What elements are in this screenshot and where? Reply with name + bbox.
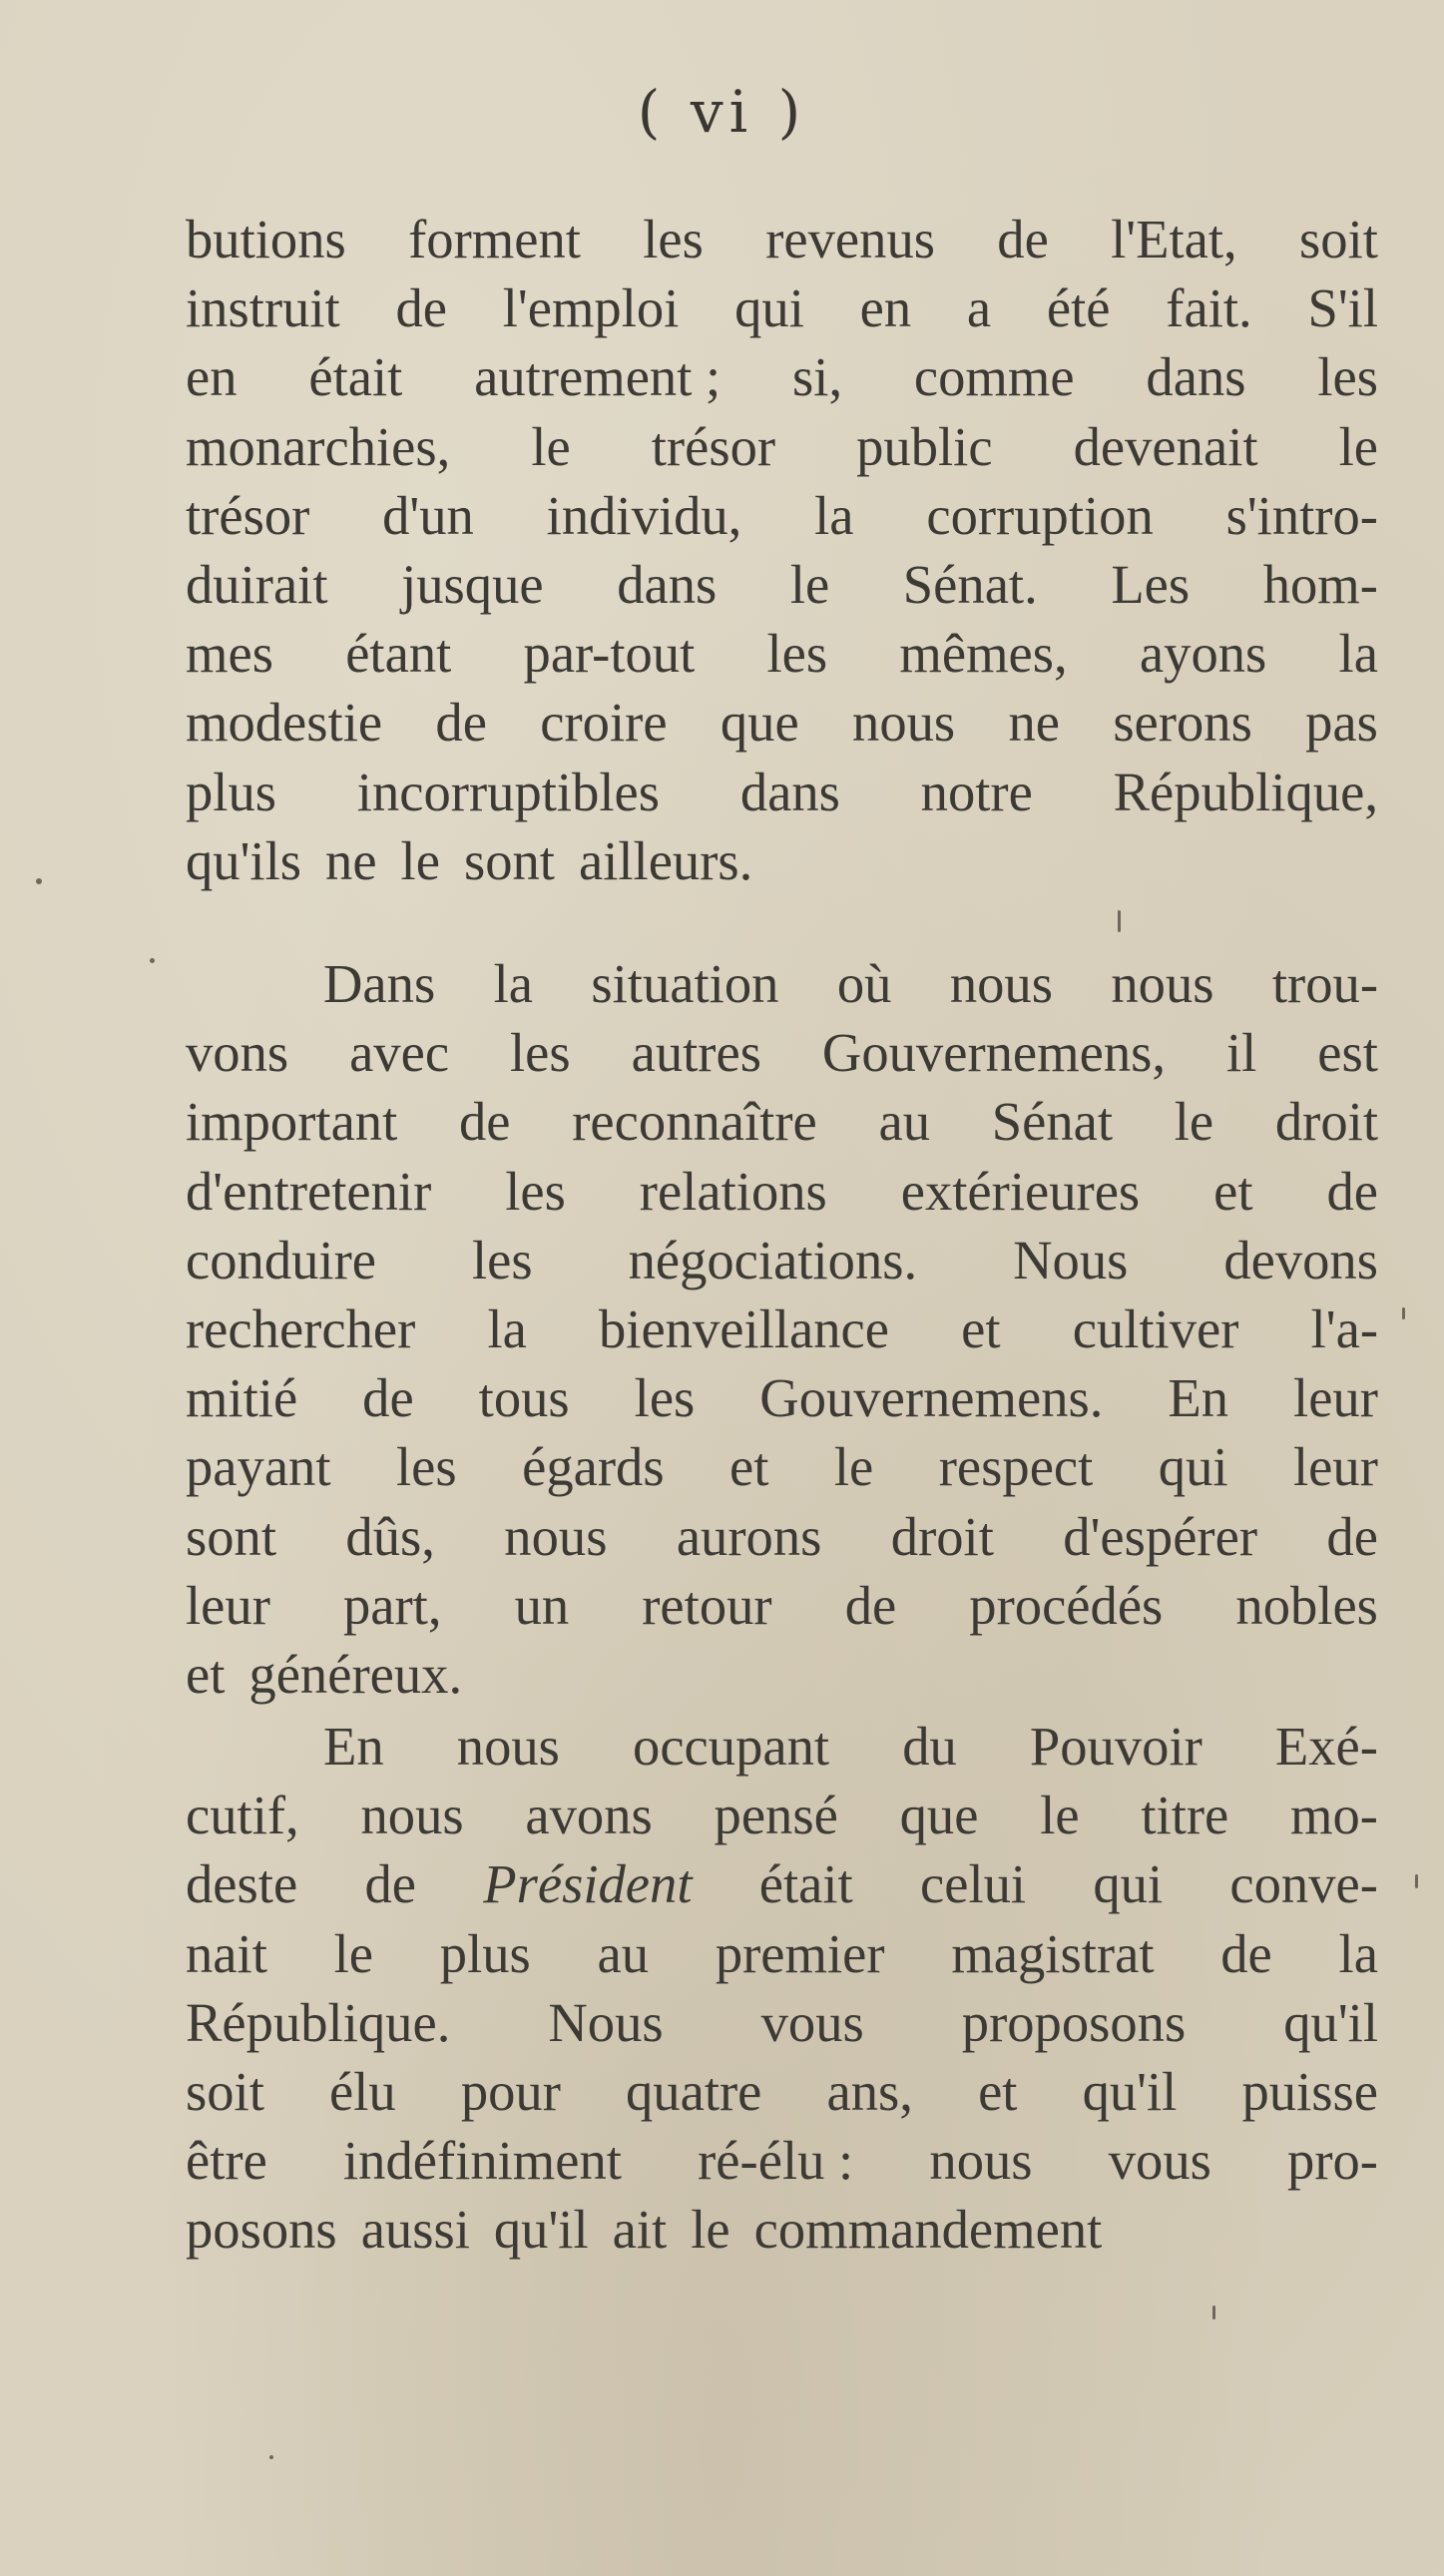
word: par-tout: [523, 623, 696, 685]
word: butions: [186, 209, 346, 269]
word: conve-: [1229, 1853, 1378, 1915]
text-line: [186, 949, 1378, 1018]
text-line: [186, 758, 1378, 826]
word: droit: [890, 1505, 994, 1567]
word: premier: [715, 1922, 885, 1984]
word: la: [493, 953, 533, 1014]
word: été: [1046, 277, 1111, 339]
word: autres: [631, 1022, 761, 1084]
word: dans: [617, 553, 718, 615]
word: serons: [1113, 692, 1252, 754]
word: modestie: [186, 692, 383, 754]
word: l'a-: [1310, 1297, 1378, 1359]
word: de: [364, 1853, 416, 1915]
word: vons: [186, 1022, 289, 1084]
word: et: [729, 1436, 769, 1498]
word: soit: [1299, 209, 1378, 269]
word: ans,: [826, 2060, 913, 2122]
text-line: [186, 1988, 1378, 2057]
word: ne: [1008, 692, 1060, 754]
word: payant: [186, 1436, 331, 1498]
word: mêmes,: [899, 623, 1068, 685]
text-line: [186, 1571, 1378, 1640]
word: négociations.: [628, 1229, 918, 1290]
word: avec: [349, 1022, 450, 1084]
word: deste: [186, 1853, 298, 1915]
word: Sénat: [991, 1091, 1114, 1153]
text-line: [186, 481, 1378, 550]
paper-speck: [1212, 2306, 1215, 2319]
word: et: [186, 1643, 226, 1705]
word: les: [1317, 346, 1378, 408]
text-line: [186, 550, 1378, 619]
text-line: [186, 619, 1378, 688]
text-line: [186, 1157, 1378, 1226]
word: trésor: [651, 415, 776, 477]
word: situation: [591, 953, 779, 1014]
word: ailleurs.: [578, 829, 753, 891]
page-number: ( vi ): [637, 78, 807, 146]
word: devons: [1223, 1229, 1378, 1290]
word: nous: [949, 953, 1053, 1014]
word: cutif,: [186, 1785, 299, 1846]
word: puisse: [1241, 2060, 1378, 2122]
word: aurons: [676, 1505, 822, 1567]
word: la: [814, 484, 854, 546]
word: monarchies,: [186, 415, 451, 477]
word: nous: [360, 1785, 464, 1846]
text-line: [186, 412, 1378, 481]
word: a: [966, 277, 992, 339]
word: République.: [186, 1991, 451, 2053]
word: où: [836, 953, 892, 1014]
word: En: [323, 1716, 384, 1777]
word: proposons: [961, 1991, 1187, 2053]
word: d'entretenir: [186, 1160, 432, 1222]
word: avons: [525, 1785, 653, 1846]
word: Gouvernemens.: [759, 1367, 1104, 1429]
word: hom-: [1262, 553, 1378, 615]
text-line: [186, 1363, 1378, 1432]
word: soit: [186, 2060, 264, 2122]
word: titre: [1141, 1785, 1229, 1846]
text-line: [186, 1432, 1378, 1501]
word: quatre: [626, 2060, 762, 2122]
word: dans: [1146, 346, 1246, 408]
word: pensé: [714, 1785, 838, 1846]
word: s'intro-: [1225, 484, 1378, 546]
word: au: [597, 1922, 650, 1984]
word: jusque: [401, 553, 544, 615]
word: Nous: [1013, 1229, 1129, 1290]
word: de: [844, 1574, 897, 1636]
word: aussi: [360, 2199, 470, 2261]
word: ne: [325, 829, 377, 891]
text-line: [186, 688, 1378, 757]
word: ré-élu :: [698, 2130, 854, 2192]
word: au: [878, 1091, 931, 1153]
word: le: [1040, 1785, 1080, 1846]
word: le: [691, 2199, 730, 2261]
word: En: [1168, 1367, 1229, 1429]
word: respect: [938, 1436, 1094, 1498]
paper-speck: [150, 958, 155, 963]
word: devenait: [1073, 415, 1258, 477]
text-line: [186, 1781, 1378, 1849]
word: plus: [439, 1922, 531, 1984]
text-line: [186, 342, 1378, 411]
word: en: [186, 346, 238, 408]
text-line: [186, 1294, 1378, 1363]
word: qu'il: [493, 2199, 589, 2261]
word: de: [997, 209, 1049, 269]
word: reconnaître: [572, 1091, 817, 1153]
word: le: [333, 1922, 374, 1984]
word: nous: [456, 1716, 560, 1777]
word: de: [1326, 1505, 1378, 1567]
text-line: [186, 2126, 1378, 2195]
word: et: [978, 2060, 1018, 2122]
text-line: [186, 2057, 1378, 2126]
text-line: [186, 2195, 1378, 2264]
word: d'un: [382, 484, 474, 546]
word: occupant: [633, 1716, 830, 1777]
word: vous: [760, 1991, 864, 2053]
text-line: [186, 273, 1378, 342]
word: corruption: [926, 484, 1154, 546]
word: individu,: [546, 484, 742, 546]
word: était: [758, 1853, 853, 1915]
word: dans: [739, 761, 840, 822]
word: qui: [734, 277, 804, 339]
word: qui: [1093, 1853, 1164, 1915]
word: du: [902, 1716, 957, 1777]
word: de: [395, 277, 447, 339]
word: que: [720, 692, 799, 754]
text-line: [186, 1712, 1378, 1781]
word: un: [514, 1574, 570, 1636]
word: mo-: [1290, 1785, 1378, 1846]
word: nous: [852, 692, 956, 754]
word: les: [395, 1436, 457, 1498]
paper-speck: [1118, 910, 1121, 932]
text-line: [186, 1849, 1378, 1918]
word: trou-: [1271, 953, 1378, 1014]
word: généreux.: [248, 1643, 463, 1705]
word: nous: [1111, 953, 1214, 1014]
paper-speck: [269, 2455, 273, 2459]
word: l'emploi: [502, 277, 680, 339]
word: cultiver: [1072, 1297, 1239, 1359]
word: autrement ;: [474, 346, 722, 408]
paragraph-3: [186, 1712, 1378, 2265]
word: la: [1338, 623, 1378, 685]
word: vous: [1108, 2130, 1211, 2192]
word: notre: [920, 761, 1033, 822]
paper-speck: [1415, 1874, 1418, 1888]
word: croire: [540, 692, 668, 754]
word: nobles: [1235, 1574, 1378, 1636]
word: le: [1174, 1091, 1214, 1153]
word: le: [789, 553, 830, 615]
word: Les: [1111, 553, 1191, 615]
text-line: [186, 1226, 1378, 1294]
word: Président: [483, 1853, 693, 1915]
word: mes: [186, 623, 273, 685]
word: procédés: [969, 1574, 1164, 1636]
word: élu: [329, 2060, 396, 2122]
word: tous: [478, 1367, 570, 1429]
word: S'il: [1307, 277, 1378, 339]
word: posons: [186, 2199, 337, 2261]
word: commandement: [753, 2199, 1103, 2261]
word: sont: [463, 829, 555, 891]
text-line: [186, 826, 1378, 895]
word: conduire: [186, 1229, 376, 1290]
word: ait: [612, 2199, 668, 2261]
word: public: [856, 415, 993, 477]
word: dûs,: [345, 1505, 435, 1567]
text-line: [186, 1087, 1378, 1156]
word: le: [531, 415, 571, 477]
text-line: [186, 205, 1378, 273]
word: instruit: [186, 277, 340, 339]
word: incorruptibles: [356, 761, 661, 822]
word: droit: [1274, 1091, 1378, 1153]
word: Nous: [548, 1991, 664, 2053]
word: le: [1338, 415, 1378, 477]
word: la: [487, 1297, 527, 1359]
word: il: [1226, 1022, 1257, 1084]
word: part,: [342, 1574, 442, 1636]
word: d'espérer: [1063, 1505, 1258, 1567]
word: comme: [913, 346, 1075, 408]
word: en: [859, 277, 912, 339]
word: leur: [1293, 1367, 1378, 1429]
word: les: [643, 209, 704, 269]
word: leur: [1293, 1436, 1378, 1498]
word: et: [1213, 1160, 1253, 1222]
word: qu'ils: [186, 829, 302, 891]
word: pro-: [1287, 2130, 1378, 2192]
word: magistrat: [951, 1922, 1155, 1984]
word: le: [833, 1436, 874, 1498]
word: de: [459, 1091, 511, 1153]
paper-speck: [36, 878, 42, 884]
word: les: [471, 1229, 533, 1290]
word: mitié: [186, 1367, 298, 1429]
word: le: [400, 829, 440, 891]
word: plus: [186, 761, 277, 822]
word: qu'il: [1283, 1991, 1378, 2053]
word: nous: [929, 2130, 1033, 2192]
word: trésor: [186, 484, 310, 546]
word: de: [1220, 1922, 1272, 1984]
word: de: [1326, 1160, 1378, 1222]
word: et: [961, 1297, 1001, 1359]
word: les: [634, 1367, 696, 1429]
word: indéfiniment: [342, 2130, 622, 2192]
word: sont: [186, 1505, 277, 1567]
word: qu'il: [1082, 2060, 1178, 2122]
word: Sénat.: [902, 553, 1038, 615]
word: l'Etat,: [1111, 209, 1237, 269]
word: Exé-: [1274, 1716, 1378, 1777]
word: qui: [1158, 1436, 1228, 1498]
word: si,: [792, 346, 843, 408]
word: Dans: [323, 953, 436, 1014]
word: est: [1317, 1022, 1378, 1084]
word: duirait: [186, 553, 328, 615]
word: être: [186, 2130, 267, 2192]
word: les: [510, 1022, 571, 1084]
word: de: [435, 692, 487, 754]
word: de: [362, 1367, 414, 1429]
word: revenus: [765, 209, 935, 269]
word: République,: [1113, 761, 1378, 822]
paper-speck: [1402, 1307, 1405, 1319]
word: les: [505, 1160, 566, 1222]
word: égards: [522, 1436, 665, 1498]
word: celui: [919, 1853, 1027, 1915]
paragraph-1: [186, 205, 1378, 895]
word: extérieures: [900, 1160, 1141, 1222]
word: relations: [639, 1160, 827, 1222]
word: pas: [1305, 692, 1378, 754]
text-line: [186, 1502, 1378, 1571]
word: important: [186, 1091, 398, 1153]
word: Gouvernemens,: [821, 1022, 1167, 1084]
word: retour: [642, 1574, 772, 1636]
word: était: [308, 346, 403, 408]
word: étant: [345, 623, 452, 685]
word: nait: [186, 1922, 267, 1984]
text-line: [186, 1640, 1378, 1709]
word: pour: [460, 2060, 561, 2122]
word: la: [1338, 1922, 1378, 1984]
word: ayons: [1139, 623, 1267, 685]
text-line: [186, 1919, 1378, 1988]
word: leur: [186, 1574, 270, 1636]
word: nous: [504, 1505, 608, 1567]
word: bienveillance: [598, 1297, 889, 1359]
word: fait.: [1166, 277, 1252, 339]
word: que: [899, 1785, 979, 1846]
text-line: [186, 1018, 1378, 1087]
word: Pouvoir: [1029, 1716, 1203, 1777]
paragraph-2: [186, 949, 1378, 1709]
word: forment: [408, 209, 581, 269]
word: les: [766, 623, 828, 685]
word: rechercher: [186, 1297, 416, 1359]
